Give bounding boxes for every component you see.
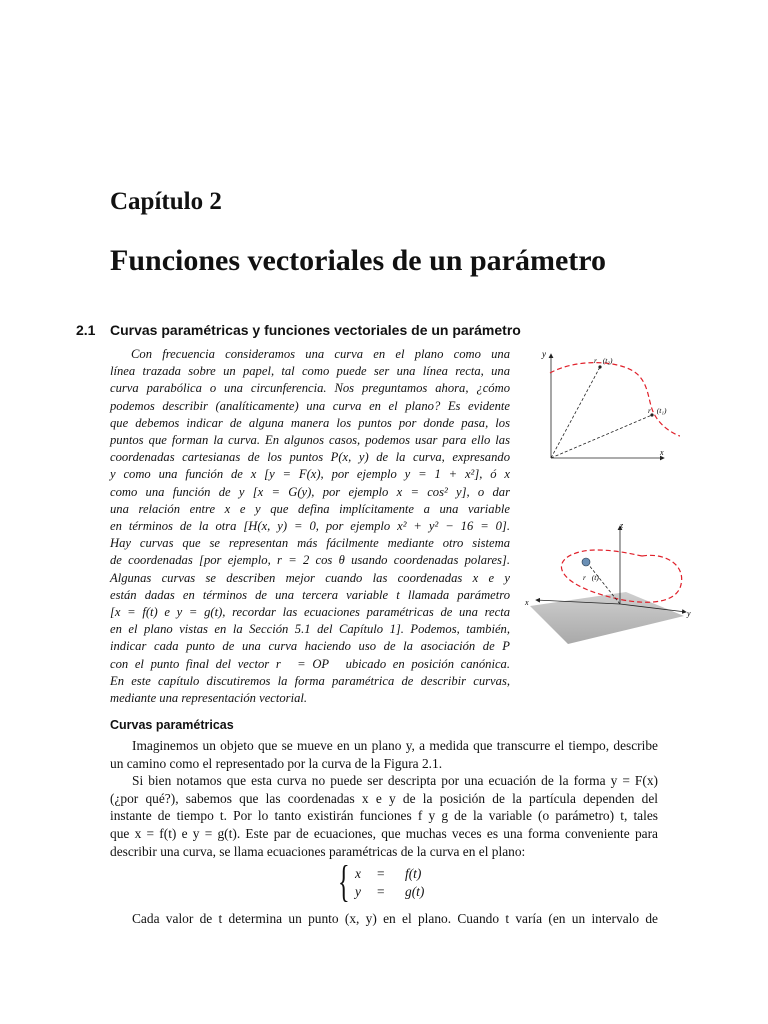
subsection-title: Curvas paramétricas — [110, 718, 234, 732]
equation-sign: = — [377, 884, 385, 899]
equation-lhs: y — [355, 884, 361, 899]
intro-paragraph — [110, 346, 510, 707]
position-vector-1 — [551, 367, 600, 458]
vector-label-2: r⃗(t₂) — [594, 356, 613, 365]
intro-line: de coordenadas [por ejemplo, r = 2 cos θ usando coordenadas polares]. — [110, 553, 510, 568]
intro-line: Con frecuencia consideramos una curva en el plano como una — [131, 347, 510, 361]
section-title: Curvas paramétricas y funciones vectoriales de un parámetro — [110, 322, 521, 338]
intro-line: línea trazada sobre un papel, tal como puede ser una línea recta, una — [110, 364, 510, 379]
vector-label-1: r⃗(t₁) — [648, 406, 667, 415]
intro-line: curva parabólica o una circunferencia. Nos preguntamos ahora, ¿cómo — [110, 381, 510, 396]
equation-row — [355, 866, 421, 882]
intro-line: Algunas curvas se describen mejor cuando las coordenadas x e y — [110, 570, 510, 585]
position-vector-2 — [551, 415, 652, 458]
y-axis-label-3d: y — [687, 609, 691, 618]
intro-line: puntos que forman la curva. En algunos casos, podemos usar para ello las — [110, 433, 510, 448]
intro-line: indicar cada punto de una curva haciendo uso de la asociación de P — [110, 639, 510, 654]
intro-line: y como una función de x [y = F(x), por ejemplo y = 1 + x²], ó x — [110, 467, 510, 482]
body-line: un camino como el representado por la curva de la Figura 2.1. — [110, 755, 443, 771]
equation-lhs: x — [355, 866, 361, 881]
section-number: 2.1 — [76, 322, 96, 338]
body-text — [110, 737, 658, 860]
body-line: que x = f(t) e y = g(t). Este par de ecuaciones, que muchas veces es una forma conveniente para — [110, 825, 658, 841]
intro-line: están dadas en términos de una tercera variable t llamada parámetro — [110, 587, 510, 602]
equation-row — [355, 884, 424, 900]
parametric-curve — [550, 363, 680, 436]
xy-plane — [530, 592, 684, 644]
equation-rhs: f(t) — [405, 866, 422, 881]
chapter-title: Funciones vectoriales de un parámetro — [110, 244, 607, 277]
equation-sign: = — [377, 866, 385, 881]
body-line: Si bien notamos que esta curva no puede ser descripta por una ecuación de la forma y = F(x) — [132, 773, 658, 789]
body-line: instante de tiempo t. Por lo tanto existirán funciones f y g de la variable (o parámetro) t, tales — [110, 808, 658, 824]
intro-line: en el plano vistas en la Sección 5.1 del Capítulo 1]. Podemos, también, — [110, 622, 510, 637]
intro-line: En este capítulo discutiremos la forma paramétrica de describir curvas, — [110, 673, 510, 688]
x-axis-label: x — [660, 448, 664, 457]
figure-plane-curve — [520, 346, 680, 464]
left-brace: { — [338, 857, 350, 906]
body-line: describir una curva, se llama ecuaciones paramétricas de la curva en el plano: — [110, 843, 526, 859]
x-axis-label-3d: x — [525, 598, 529, 607]
intro-line: una relación entre x e y que defina implícitamente a una variable — [110, 501, 510, 516]
intro-line: en términos de la otra [H(x, y) = 0, por ejemplo x² + y² − 16 = 0]. — [110, 519, 510, 534]
intro-line: Hay curvas que se representan más fácilmente mediante otro sistema — [110, 536, 510, 551]
intro-line: con el punto final del vector r⃗ = OP⃗ ubicado en posición canónica. — [110, 656, 510, 671]
intro-line: que debemos indicar de alguna manera los puntos por donde pasa, los — [110, 415, 510, 430]
z-axis-label: z — [620, 521, 624, 530]
curve-point-1 — [598, 365, 601, 368]
particle-icon — [582, 558, 590, 566]
intro-line: podemos describir (analíticamente) una curva en el plano? Es evidente — [110, 398, 510, 413]
continuation-line: Cada valor de t determina un punto (x, y) en el plano. Cuando t varía (en un intervalo de — [132, 911, 658, 926]
intro-line: como una función de y [x = G(y), por ejemplo x = cos² y], o dar — [110, 484, 510, 499]
chapter-label: Capítulo 2 — [110, 188, 222, 215]
figure-space-curve — [516, 520, 700, 644]
y-axis-label: y — [542, 349, 546, 359]
section-heading — [76, 322, 521, 338]
intro-line: coordenadas cartesianas de los puntos P(x, y) de la curva, expresando — [110, 450, 510, 465]
equation-rhs: g(t) — [405, 884, 425, 899]
body-line: (¿por qué?), sabemos que las coordenadas x e y de la posición de la partícula dependen del — [110, 790, 658, 806]
intro-line: mediante una representación vectorial. — [110, 691, 308, 706]
vector-label-3d: r⃗(t) — [583, 573, 599, 582]
intro-line: [x = f(t) e y = g(t), recordar las ecuaciones paramétricas de una recta — [110, 605, 510, 620]
body-line: Imaginemos un objeto que se mueve en un plano y, a medida que transcurre el tiempo, describe — [132, 738, 658, 753]
